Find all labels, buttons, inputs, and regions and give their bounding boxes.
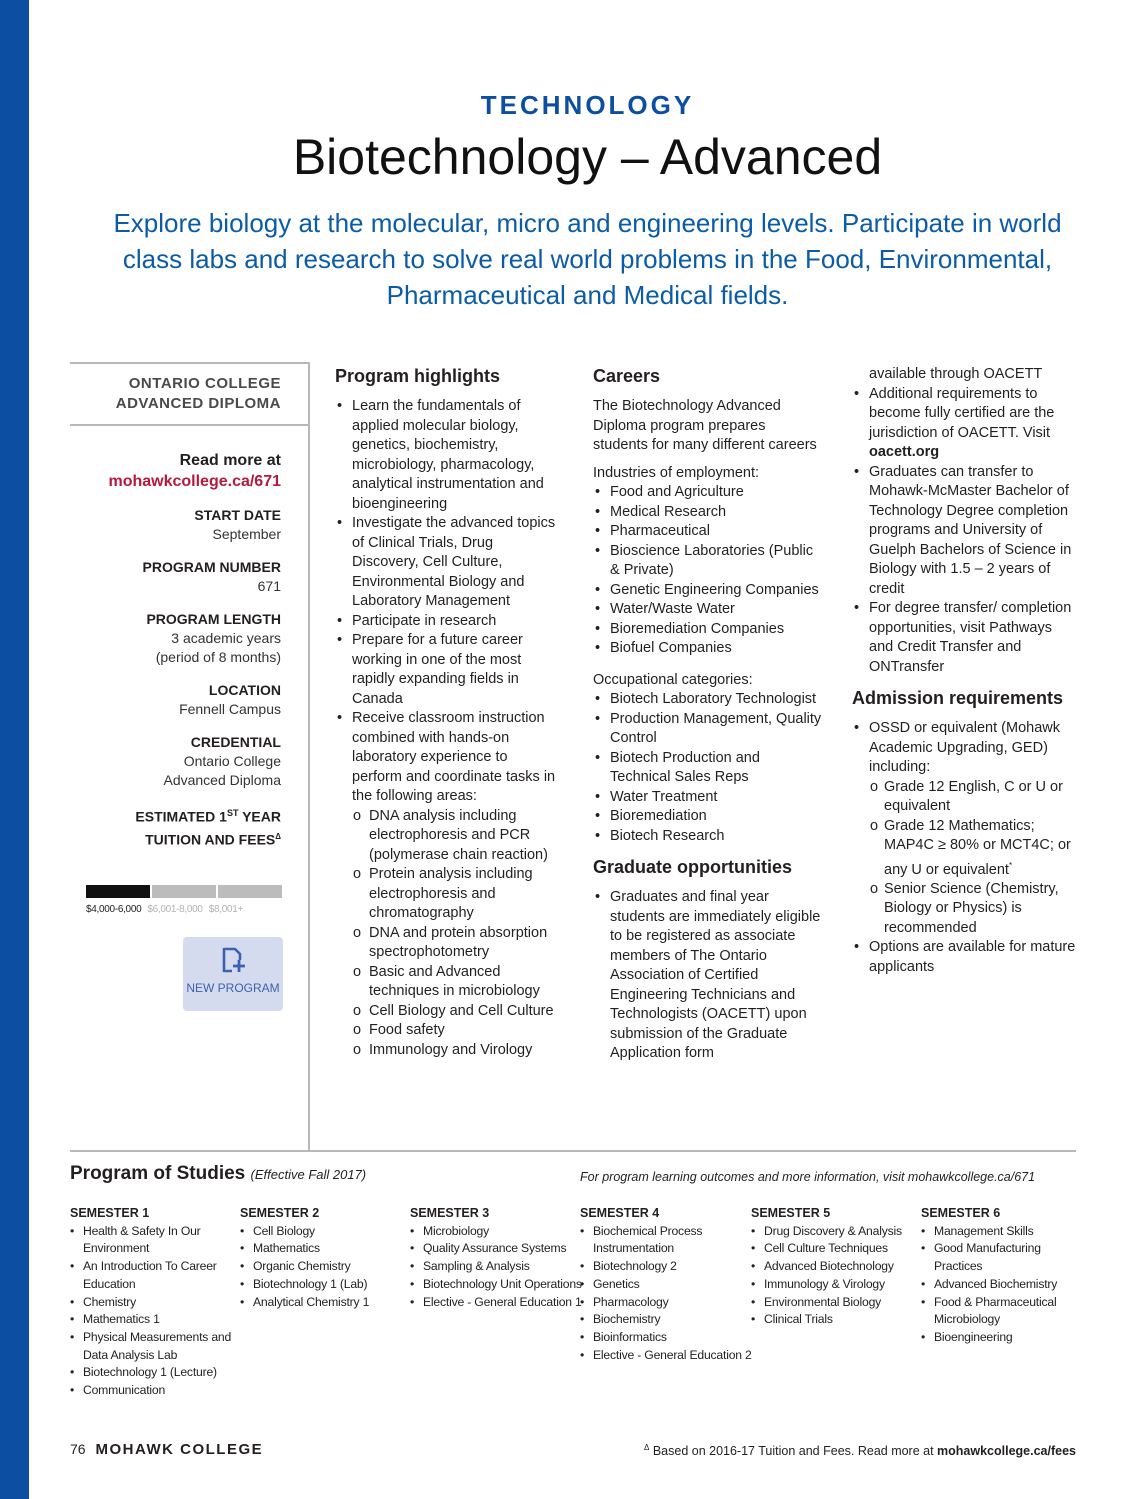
list-item: • Graduates and final year students are immediately eligible to be registered as associate members of The Ontario Association of Certified Engineering Technicians and Technologists (OACETT) upon submission of the Graduate Application form	[593, 888, 823, 1064]
list-item: • OSSD or equivalent (Mohawk Academic Upgrading, GED) including:	[852, 719, 1080, 778]
list-item: • Bioremediation Companies	[593, 620, 823, 640]
sub-list-item: o DNA and protein absorption spectrophotometry	[335, 924, 560, 963]
list-item: • Bioscience Laboratories (Public & Private)	[593, 542, 823, 581]
admission-heading: Admission requirements	[852, 688, 1064, 708]
list-item: • Genetic Engineering Companies	[593, 581, 823, 601]
new-document-icon	[220, 946, 246, 979]
course-item: • Cell Culture Techniques	[751, 1240, 923, 1258]
sub-list-item: o Basic and Advanced techniques in microbiology	[335, 963, 560, 1002]
fee-bar-segment-2	[152, 885, 216, 898]
start-date: START DATE September	[194, 507, 281, 542]
college-name: MOHAWK COLLEGE	[95, 1441, 264, 1458]
sub-list-item: o Grade 12 Mathematics; MAP4C ≥ 80% or MCT4C; or any U or equivalent*	[852, 817, 1080, 880]
course-item: • Advanced Biotechnology	[751, 1258, 923, 1276]
sub-list-item: o Immunology and Virology	[335, 1041, 560, 1061]
careers-intro: The Biotechnology Advanced Diploma program prepares students for many different careers	[593, 398, 817, 453]
tuition-range-scale	[86, 885, 284, 915]
list-item: • Water/Waste Water	[593, 600, 823, 620]
course-item: • Food & Pharmaceutical Microbiology	[921, 1294, 1081, 1329]
course-item: • Genetics	[580, 1276, 752, 1294]
sub-list-item: o Grade 12 English, C or U or equivalent	[852, 778, 1080, 817]
list-item: • Prepare for a future career working in one of the most rapidly expanding fields in Canada	[335, 631, 560, 709]
course-item: • Chemistry	[70, 1294, 242, 1312]
page-title: Biotechnology – Advanced	[292, 129, 883, 185]
semester-5: SEMESTER 5 • Drug Discovery & Analysis • Cell Culture Techniques • Advanced Biotechnology • Immunology & Virology • Environmental Biology • Clinical Trials	[751, 1205, 923, 1329]
course-item: • Sampling & Analysis	[410, 1258, 582, 1276]
list-item: • Additional requirements to become fully certified are the jurisdiction of OACETT. Visit oacett.org	[852, 385, 1080, 463]
course-item: • Mathematics 1	[70, 1311, 242, 1329]
semester-3: SEMESTER 3 • Microbiology • Quality Assurance Systems • Sampling & Analysis • Biotechnology Unit Operations • Elective - General Education 1	[410, 1205, 582, 1311]
program-facts-sidebar	[70, 362, 310, 1150]
course-item: • Physical Measurements and Data Analysis Lab	[70, 1329, 242, 1364]
list-item: • Medical Research	[593, 503, 823, 523]
course-item: • Mathematics	[240, 1240, 412, 1258]
course-item: • Pharmacology	[580, 1294, 752, 1312]
fee-bar-segment-3	[218, 885, 282, 898]
sub-list-item: o Senior Science (Chemistry, Biology or Physics) is recommended	[852, 880, 1080, 939]
sub-list-item: o DNA analysis including electrophoresis and PCR (polymerase chain reaction)	[335, 807, 560, 866]
program-length: PROGRAM LENGTH 3 academic years (period of 8 months)	[146, 611, 281, 665]
program-of-studies-heading: Program of Studies (Effective Fall 2017)	[70, 1163, 367, 1184]
semester-4: SEMESTER 4 • Biochemical Process Instrumentation • Biotechnology 2 • Genetics • Pharmacology • Biochemistry • Bioinformatics • Elective - General Education 2	[580, 1205, 752, 1364]
course-item: • Organic Chemistry	[240, 1258, 412, 1276]
list-item: • Production Management, Quality Control	[593, 710, 823, 749]
oacett-link[interactable]: oacett.org	[869, 444, 940, 460]
sub-list-item: o Food safety	[335, 1021, 560, 1041]
program-url-link[interactable]: mohawkcollege.ca/671	[108, 473, 281, 490]
fee-range-label: $6,001-8,000	[147, 904, 203, 915]
list-item: • Investigate the advanced topics of Clinical Trials, Drug Discovery, Cell Culture, Environmental Biology and Laboratory Management	[335, 514, 560, 612]
course-item: • Communication	[70, 1382, 242, 1400]
tuition-heading: ESTIMATED 1ST YEAR TUITION AND $FEES^\Delta$	[135, 808, 281, 848]
list-item: • Biotech Research	[593, 827, 823, 847]
brand-side-bar	[0, 0, 29, 1499]
sub-list-item: o Protein analysis including electrophoresis and chromatography	[335, 865, 560, 924]
course-item: • Quality Assurance Systems	[410, 1240, 582, 1258]
learning-outcomes-link[interactable]: For program learning outcomes and more information, visit mohawkcollege.ca/671	[580, 1170, 1036, 1184]
fees-footnote: $^\Delta$ Based on 2016-17 Tuition and Fees. Read more at mohawkcollege.ca/fees	[644, 1443, 1076, 1459]
page-footer	[70, 1441, 263, 1458]
course-item: • Biotechnology 1 (Lecture)	[70, 1364, 242, 1382]
course-item: • Good Manufacturing Practices	[921, 1240, 1081, 1275]
list-item: • Bioremediation	[593, 807, 823, 827]
graduate-continued: available through OACETT	[869, 366, 1043, 382]
list-item: • Water Treatment	[593, 788, 823, 808]
fee-bar-segment-1	[86, 885, 150, 898]
course-item: • Clinical Trials	[751, 1311, 923, 1329]
course-item: • Bioinformatics	[580, 1329, 752, 1347]
course-item: • Elective - General Education 2	[580, 1347, 752, 1365]
course-item: • Biotechnology 2	[580, 1258, 752, 1276]
course-item: • Biochemical Process Instrumentation	[580, 1223, 752, 1258]
semester-1: SEMESTER 1 • Health & Safety In Our Environment • An Introduction To Career Education • Chemistry • Mathematics 1 • Physical Measurements and Data Analysis Lab • Biotechnology 1 (Lecture) • Communication	[70, 1205, 242, 1400]
list-item: • Receive classroom instruction combined with hands-on laboratory experience to perform and coordinate tasks in the following areas:	[335, 709, 560, 807]
category-heading: TECHNOLOGY	[480, 90, 695, 120]
course-item: • Management Skills	[921, 1223, 1081, 1241]
list-item: • Biotech Laboratory Technologist	[593, 690, 823, 710]
semester-6: SEMESTER 6 • Management Skills • Good Manufacturing Practices • Advanced Biochemistry • Food & Pharmaceutical Microbiology • Bioengineering	[921, 1205, 1081, 1347]
program-highlights	[335, 365, 560, 1060]
list-item: • Participate in research	[335, 612, 560, 632]
course-item: • Analytical Chemistry 1	[240, 1294, 412, 1312]
course-item: • Microbiology	[410, 1223, 582, 1241]
course-item: • Bioengineering	[921, 1329, 1081, 1347]
list-item: • Options are available for mature applicants	[852, 938, 1080, 977]
course-item: • Elective - General Education 1	[410, 1294, 582, 1312]
section-divider	[70, 1150, 1076, 1152]
course-item: • Drug Discovery & Analysis	[751, 1223, 923, 1241]
course-item: • Immunology & Virology	[751, 1276, 923, 1294]
course-item: • Health & Safety In Our Environment	[70, 1223, 242, 1258]
read-more: Read more at mohawkcollege.ca/671	[70, 450, 281, 492]
program-intro: Explore biology at the molecular, micro and engineering levels. Participate in world class labs and research to solve real world problems in the Food, Environmental, Pharmaceutical and Medical fields.	[113, 208, 1062, 310]
credential: CREDENTIAL Ontario College Advanced Diploma	[163, 734, 281, 788]
list-item: • Food and Agriculture	[593, 483, 823, 503]
highlights-heading: Program highlights	[335, 366, 501, 386]
course-item: • Cell Biology	[240, 1223, 412, 1241]
location: LOCATION Fennell Campus	[179, 682, 281, 717]
page-number: 76	[70, 1441, 86, 1457]
fee-range-label: $4,000-6,000	[86, 904, 142, 915]
program-number: PROGRAM NUMBER 671	[142, 559, 281, 594]
industries-heading: Industries of employment:	[593, 464, 760, 481]
admission-column	[852, 365, 1080, 977]
occupations-heading: Occupational categories:	[593, 671, 753, 688]
list-item: • Learn the fundamentals of applied molecular biology, genetics, biochemistry, microbiology, pharmacology, analytical instrumentation and bioengineering	[335, 397, 560, 514]
credential-type: ONTARIO COLLEGE ADVANCED DIPLOMA	[70, 362, 308, 426]
course-item: • Biochemistry	[580, 1311, 752, 1329]
list-item: • Pharmaceutical	[593, 522, 823, 542]
course-item: • Environmental Biology	[751, 1294, 923, 1312]
course-item: • Biotechnology 1 (Lab)	[240, 1276, 412, 1294]
sub-list-item: o Cell Biology and Cell Culture	[335, 1002, 560, 1022]
list-item: • Biofuel Companies	[593, 639, 823, 659]
list-item: • For degree transfer/ completion opportunities, visit Pathways and Credit Transfer and ONTransfer	[852, 599, 1080, 677]
list-item: • Biotech Production and Technical Sales Reps	[593, 749, 823, 788]
course-item: • An Introduction To Career Education	[70, 1258, 242, 1293]
new-program-badge: NEW PROGRAM	[183, 937, 283, 1011]
graduate-heading: Graduate opportunities	[593, 857, 793, 877]
list-item: • Graduates can transfer to Mohawk-McMaster Bachelor of Technology Degree completion programs and University of Guelph Bachelors of Science in Biology with 1.5 – 2 years of credit	[852, 463, 1080, 600]
semester-2: SEMESTER 2 • Cell Biology • Mathematics • Organic Chemistry • Biotechnology 1 (Lab) • Analytical Chemistry 1	[240, 1205, 412, 1311]
careers-heading: Careers	[593, 366, 661, 386]
careers-column	[593, 365, 823, 1064]
fees-link[interactable]: mohawkcollege.ca/fees	[937, 1444, 1076, 1459]
course-item: • Biotechnology Unit Operations	[410, 1276, 582, 1294]
course-item: • Advanced Biochemistry	[921, 1276, 1081, 1294]
fee-range-label: $8,001+	[208, 904, 244, 915]
